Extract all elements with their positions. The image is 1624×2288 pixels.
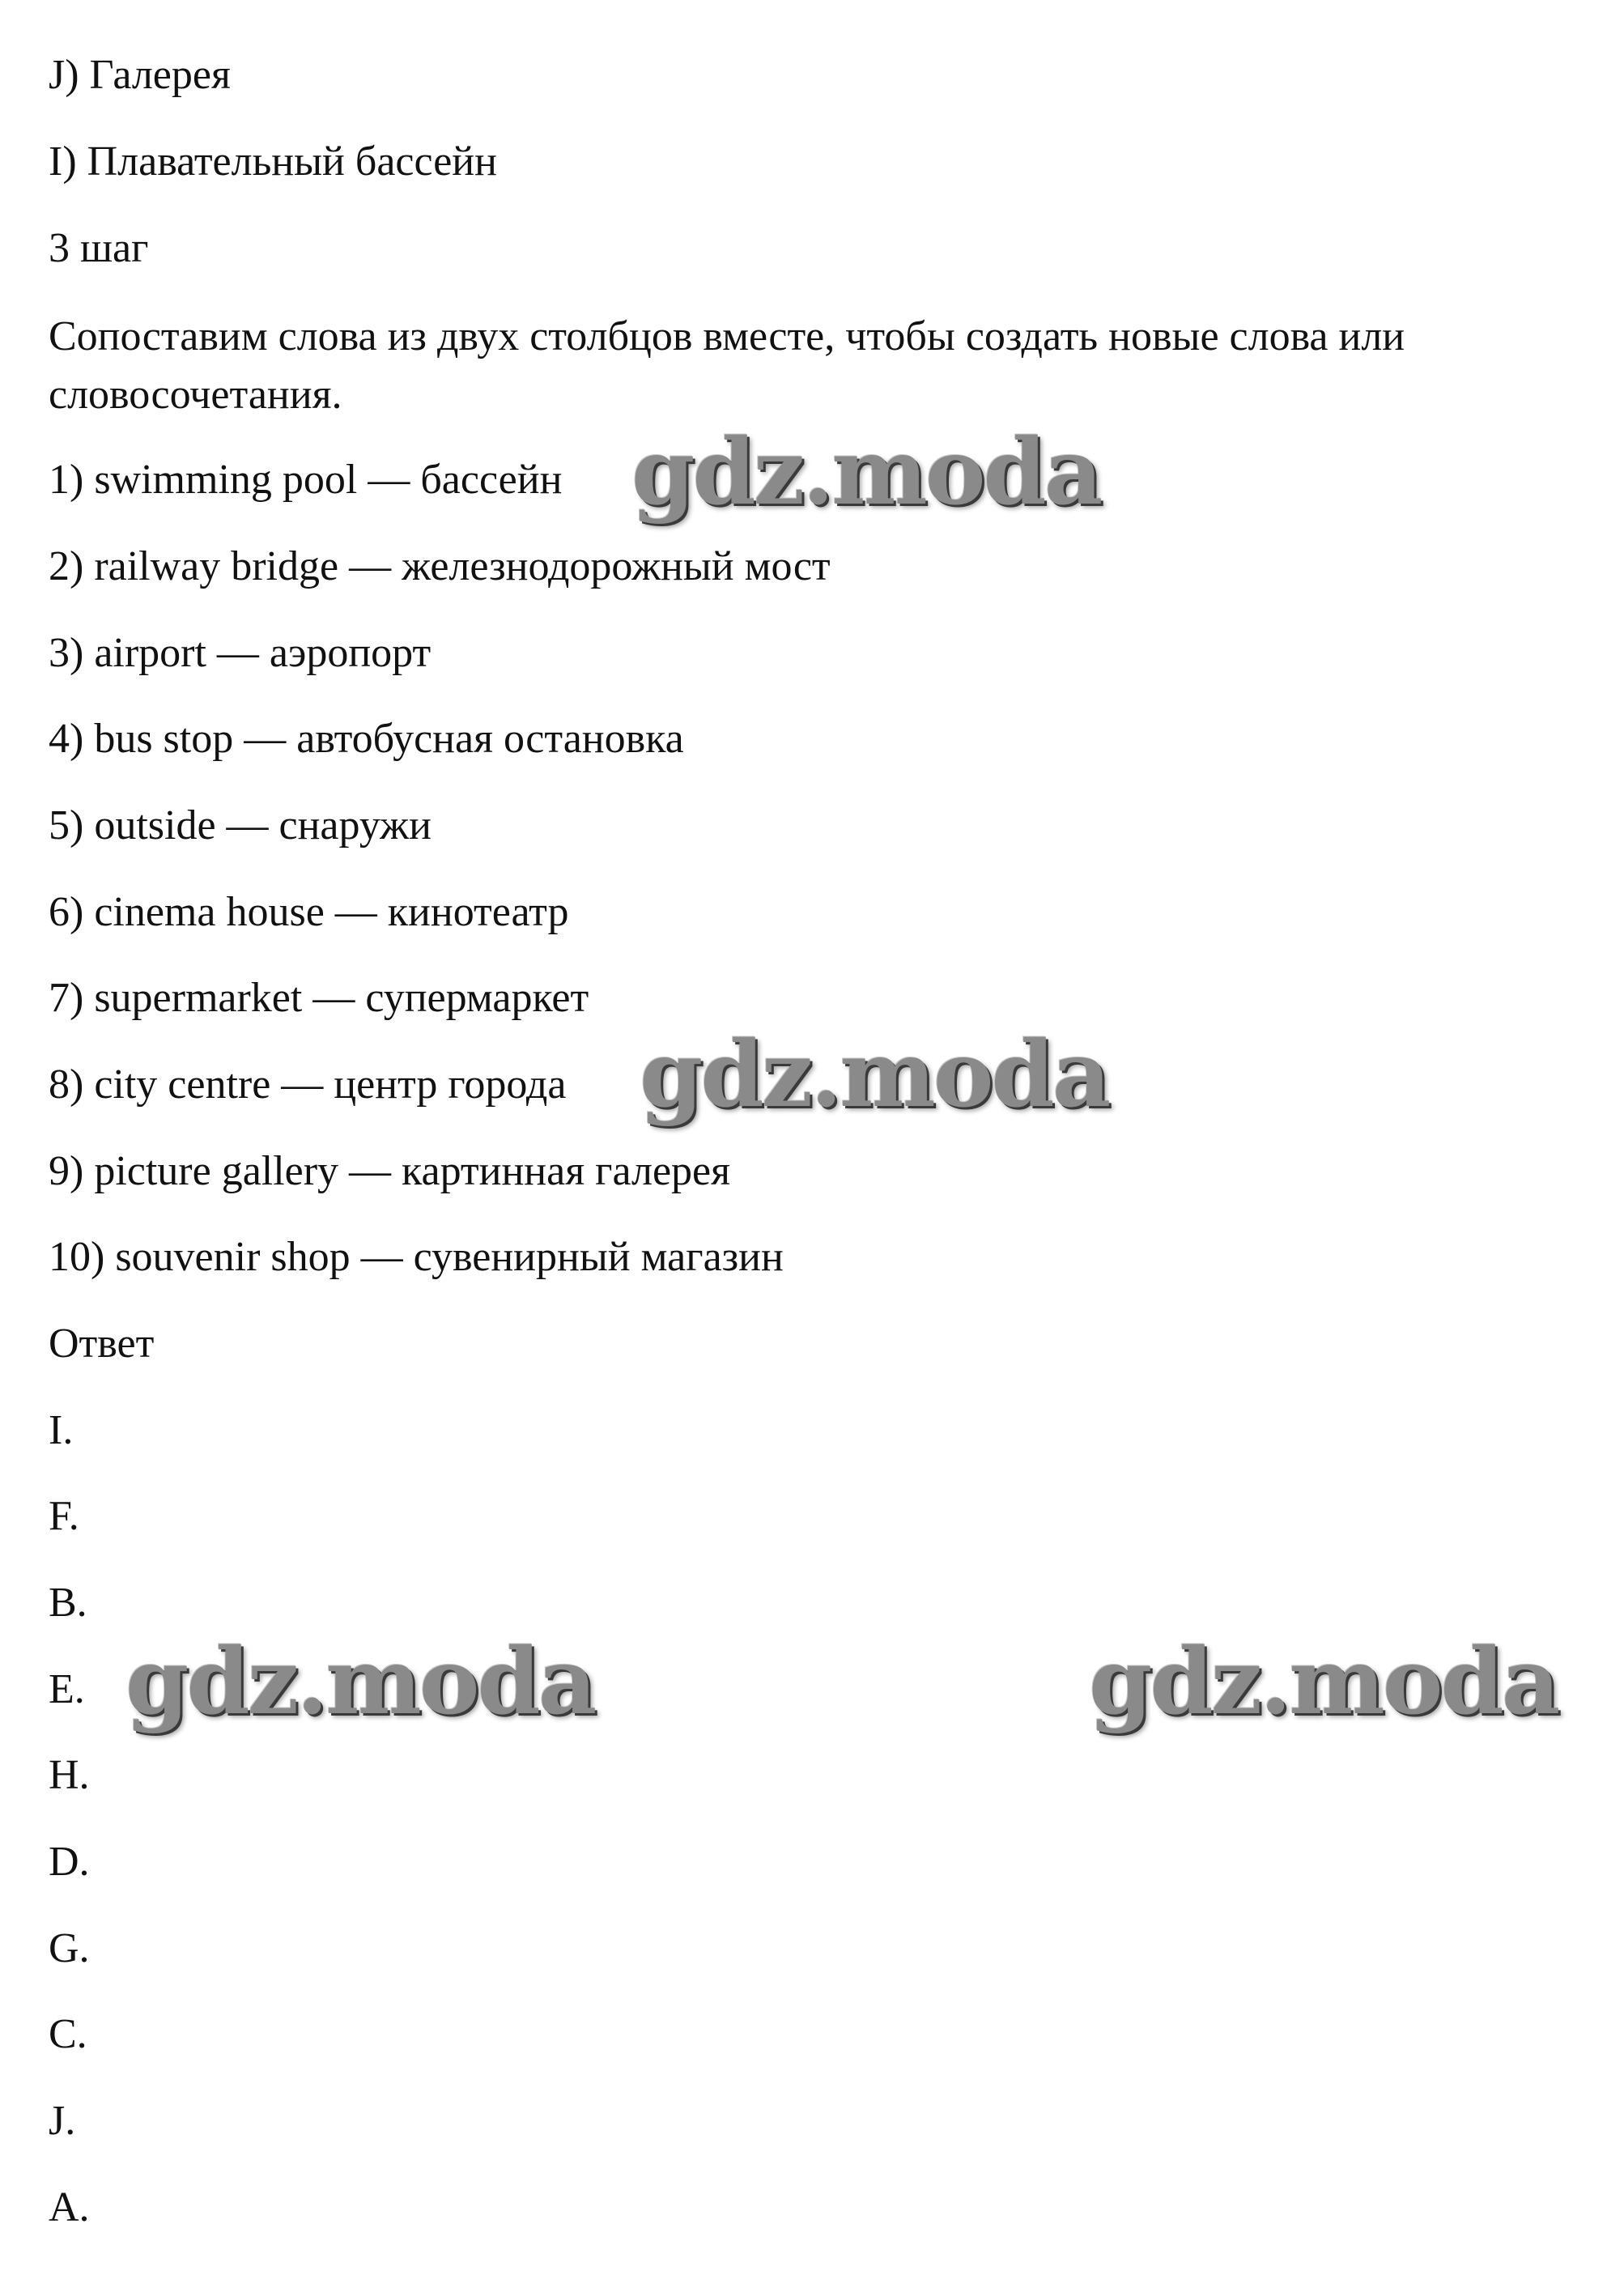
pair-item: 4) bus stop — автобусная остановка	[49, 716, 684, 762]
pair-item: 5) outside — снаружи	[49, 802, 432, 848]
answer-item: E.	[49, 1666, 85, 1712]
pair-item: 2) railway bridge — железнодорожный мост	[49, 543, 831, 589]
pair-item: 10) souvenir shop — сувенирный магазин	[49, 1234, 784, 1280]
answer-heading: Ответ	[49, 1320, 155, 1367]
answer-item: D.	[49, 1839, 90, 1885]
answer-item: H.	[49, 1752, 90, 1798]
watermark-logo: gdz.moda	[640, 1022, 1109, 1128]
option-i-line: I) Плавательный бассейн	[49, 138, 497, 185]
watermark-logo: gdz.moda	[1089, 1629, 1558, 1735]
answer-item: C.	[49, 2011, 87, 2057]
watermark-logo: gdz.moda	[125, 1629, 595, 1735]
answer-item: F.	[49, 1493, 79, 1539]
pair-item: 1) swimming pool — бассейн	[49, 457, 563, 503]
pair-item: 6) cinema house — кинотеатр	[49, 889, 569, 935]
answer-item: G.	[49, 1925, 90, 1971]
answer-item: J.	[49, 2098, 76, 2144]
answer-item: A.	[49, 2184, 90, 2231]
pair-item: 3) airport — аэропорт	[49, 630, 432, 676]
answer-item: B.	[49, 1580, 87, 1626]
pair-item: 9) picture gallery — картинная галерея	[49, 1148, 731, 1194]
option-j-line: J) Галерея	[49, 52, 231, 98]
watermark-logo: gdz.moda	[631, 419, 1101, 525]
answer-item: I.	[49, 1407, 74, 1453]
pair-item: 8) city centre — центр города	[49, 1061, 567, 1108]
instruction-paragraph: Сопоставим слова из двух столбцов вместе, чтобы создать новые слова или словосочетания.	[49, 313, 1405, 418]
step-heading: 3 шаг	[49, 225, 149, 271]
pair-item: 7) supermarket — супермаркет	[49, 975, 589, 1021]
